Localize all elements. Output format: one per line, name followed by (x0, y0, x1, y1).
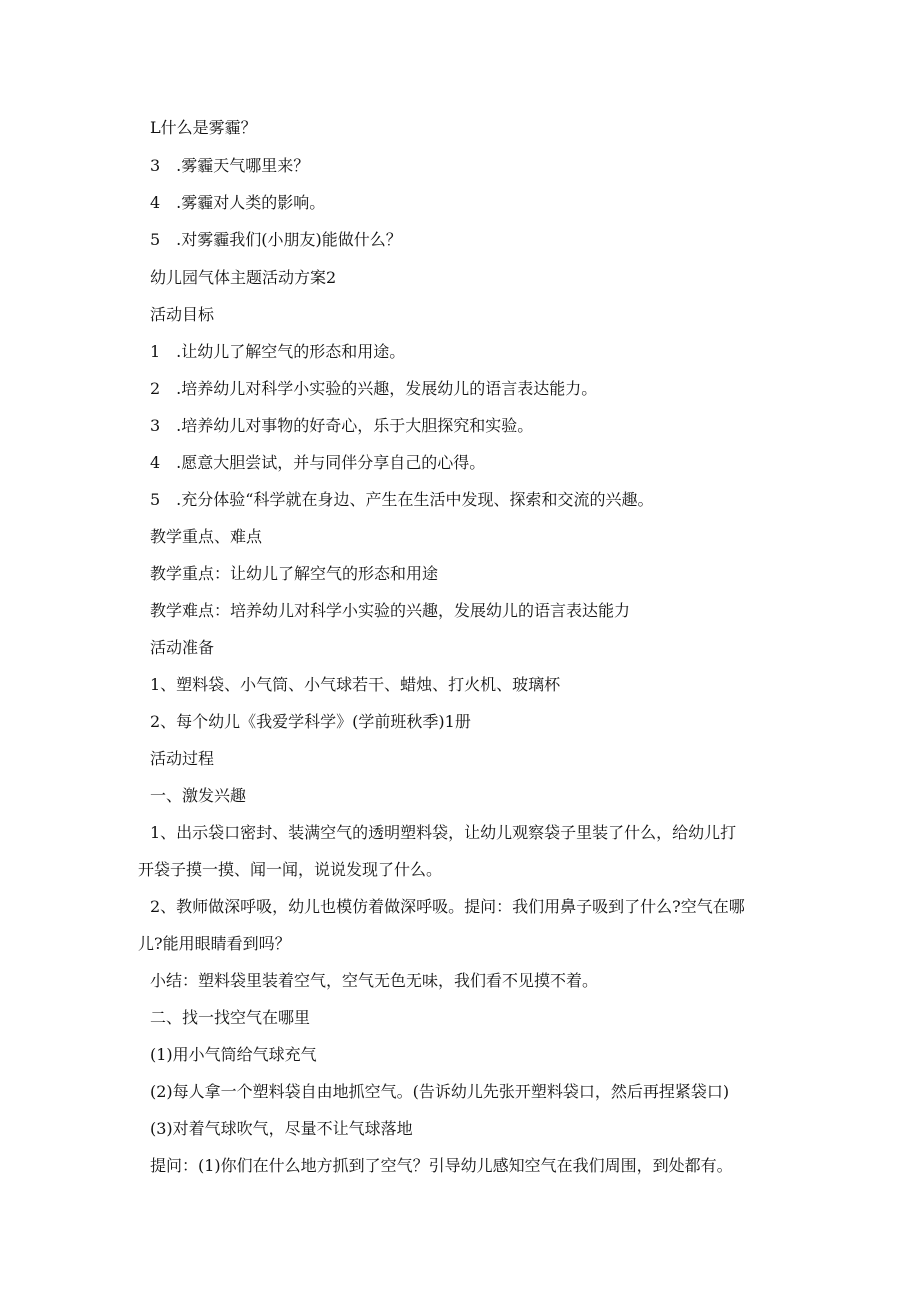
step-1-paragraph: 1、出示袋口密封、装满空气的透明塑料袋，让幼儿观察袋子里装了什么，给幼儿打 (150, 823, 737, 842)
teaching-difficulty: 教学难点：培养幼儿对科学小实验的兴趣，发展幼儿的语言表达能力 (150, 601, 631, 620)
activity-item-2: (2)每人拿一个塑料袋自由地抓空气。(告诉幼儿先张开塑料袋口，然后再捏紧袋口) (150, 1082, 730, 1101)
section-title-plan-2: 幼儿园气体主题活动方案2 (150, 268, 337, 287)
activity-item-1: (1)用小气筒给气球充气 (150, 1045, 317, 1064)
goal-item-1: 1 .让幼儿了解空气的形态和用途。 (150, 342, 406, 361)
activity-item-3: (3)对着气球吹气，尽量不让气球落地 (150, 1119, 413, 1138)
goal-item-2: 2 .培养幼儿对科学小实验的兴趣，发展幼儿的语言表达能力。 (150, 379, 598, 398)
teaching-focus: 教学重点：让幼儿了解空气的形态和用途 (150, 564, 439, 583)
preparation-item-2: 2、每个幼儿《我爱学科学》(学前班秋季)1册 (150, 712, 471, 731)
list-item-smog-origin: 3 .雾霾天气哪里来？ (150, 156, 310, 175)
list-item-what-is-smog: L什么是雾霾？ (150, 118, 257, 137)
heading-activity-goals: 活动目标 (150, 305, 215, 324)
step-1-paragraph-cont: 开袋子摸一摸、闻一闻，说说发现了什么。 (138, 860, 443, 879)
step-2-paragraph: 2、教师做深呼吸，幼儿也模仿着做深呼吸。提问：我们用鼻子吸到了什么?空气在哪 (150, 897, 745, 916)
heading-key-points: 教学重点、难点 (150, 527, 263, 546)
heading-preparation: 活动准备 (150, 638, 215, 657)
step-heading-stimulate-interest: 一、激发兴趣 (150, 786, 247, 805)
goal-item-3: 3 .培养幼儿对事物的好奇心，乐于大胆探究和实验。 (150, 416, 534, 435)
list-item-what-can-we-do: 5 .对雾霾我们(小朋友)能做什么？ (150, 230, 402, 249)
summary-paragraph: 小结：塑料袋里装着空气，空气无色无味，我们看不见摸不着。 (150, 971, 599, 990)
step-heading-find-air: 二、找一找空气在哪里 (150, 1008, 311, 1027)
question-paragraph: 提问：(1)你们在什么地方抓到了空气？引导幼儿感知空气在我们周围，到处都有。 (150, 1156, 733, 1175)
heading-activity-process: 活动过程 (150, 749, 215, 768)
list-item-smog-impact: 4 .雾霾对人类的影响。 (150, 193, 326, 212)
preparation-item-1: 1、塑料袋、小气筒、小气球若干、蜡烛、打火机、玻璃杯 (150, 675, 561, 694)
goal-item-4: 4 .愿意大胆尝试，并与同伴分享自己的心得。 (150, 453, 486, 472)
step-2-paragraph-cont: 儿?能用眼睛看到吗？ (138, 934, 291, 953)
goal-item-5: 5 .充分体验“科学就在身边、产生在生活中发现、探索和交流的兴趣。 (150, 490, 654, 509)
